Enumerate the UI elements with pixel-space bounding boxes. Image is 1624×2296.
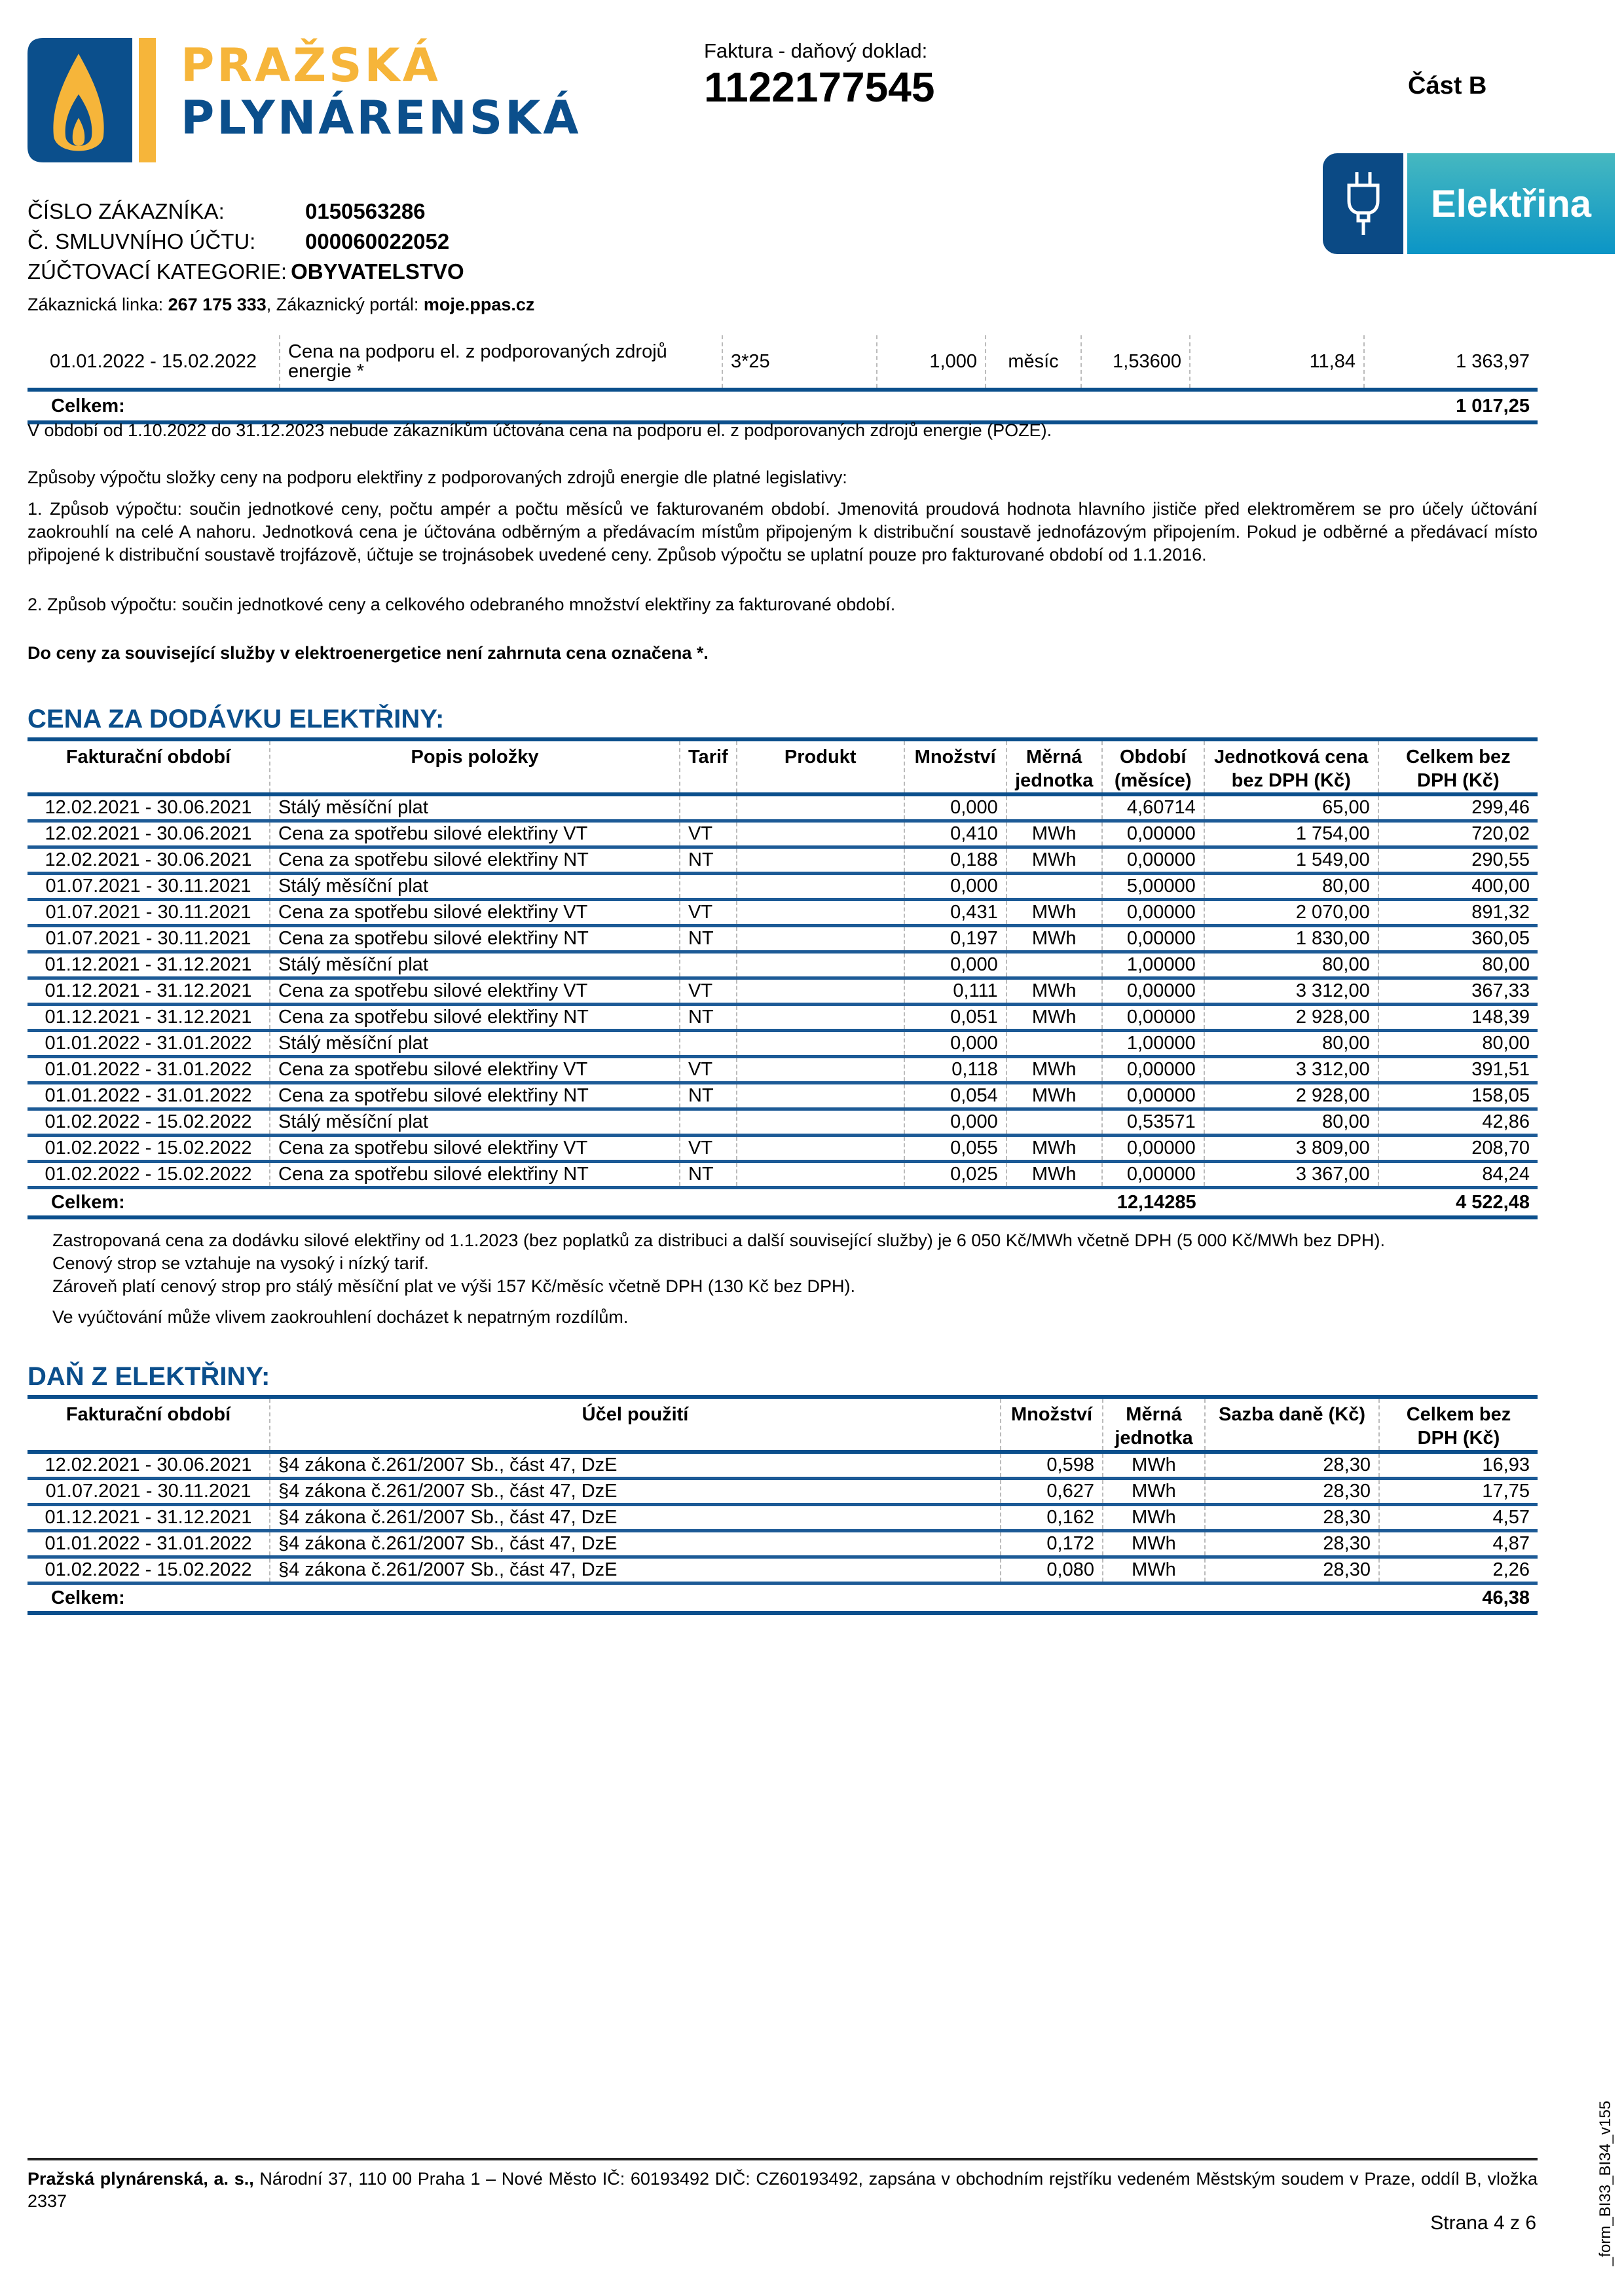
description: Cena na podporu el. z podporovaných zdrojů energie *: [280, 335, 722, 390]
table-cell: 28,30: [1205, 1479, 1379, 1505]
col-product: Produkt: [737, 739, 904, 794]
table-row: [28, 1531, 1538, 1557]
table-row: [28, 1162, 1538, 1188]
table-cell: §4 zákona č.261/2007 Sb., část 47, DzE: [270, 1479, 1001, 1505]
poze-table: [28, 335, 1538, 424]
table-cell: MWh: [1006, 1136, 1102, 1162]
customer-number-label: ČÍSLO ZÁKAZNÍKA:: [28, 199, 225, 223]
table-cell: 0,00000: [1102, 1083, 1204, 1109]
table-cell: 28,30: [1205, 1531, 1379, 1557]
table-cell: 299,46: [1378, 794, 1538, 821]
col-period: Fakturační období: [28, 739, 270, 794]
table-row: [28, 1083, 1538, 1109]
col-quantity: Množství: [904, 739, 1006, 794]
table-cell: 3 809,00: [1204, 1136, 1378, 1162]
table-cell: 01.01.2022 - 31.01.2022: [28, 1531, 270, 1557]
table-cell: MWh: [1006, 900, 1102, 926]
table-cell: Cena za spotřebu silové elektřiny NT: [270, 1162, 680, 1188]
footer-company: Pražská plynárenská, a. s.,: [28, 2169, 254, 2189]
form-id: _form_BI33_BI34_v155: [1596, 2100, 1614, 2266]
table-cell: MWh: [1006, 821, 1102, 847]
table-cell: 0,431: [904, 900, 1006, 926]
portal-link[interactable]: moje.ppas.cz: [423, 295, 535, 314]
table-cell: 0,598: [1001, 1452, 1103, 1479]
supply-notes: [52, 1229, 1385, 1329]
table-cell: 1,00000: [1102, 952, 1204, 978]
table-cell: [737, 1031, 904, 1057]
table-cell: 0,000: [904, 952, 1006, 978]
table-cell: [1006, 1109, 1102, 1136]
table-cell: 0,162: [1001, 1505, 1103, 1531]
table-cell: 0,000: [904, 794, 1006, 821]
table-cell: [737, 1057, 904, 1083]
commodity-badge: [1323, 153, 1615, 254]
col-total: Celkem bez DPH (Kč): [1379, 1397, 1538, 1452]
footer-company-info: [28, 2168, 1538, 2212]
table-row: [28, 821, 1538, 847]
page-number: Strana 4 z 6: [1430, 2212, 1536, 2234]
table-cell: 360,05: [1378, 926, 1538, 952]
table-cell: 01.07.2021 - 30.11.2021: [28, 900, 270, 926]
table-cell: [1006, 874, 1102, 900]
table-cell: 1 754,00: [1204, 821, 1378, 847]
table-cell: 0,051: [904, 1005, 1006, 1031]
table-cell: 0,000: [904, 874, 1006, 900]
table-cell: 0,00000: [1102, 1136, 1204, 1162]
table-cell: 42,86: [1378, 1109, 1538, 1136]
invoice-label: Faktura - daňový doklad:: [704, 39, 928, 62]
table-cell: 2,26: [1379, 1557, 1538, 1583]
table-cell: MWh: [1103, 1452, 1205, 1479]
hotline-number[interactable]: 267 175 333: [168, 295, 267, 314]
table-row: [28, 1109, 1538, 1136]
table-cell: 01.02.2022 - 15.02.2022: [28, 1162, 270, 1188]
table-row: [28, 978, 1538, 1005]
table-row: [28, 952, 1538, 978]
table-cell: NT: [680, 847, 737, 874]
col-unit: Měrná jednotka: [1006, 739, 1102, 794]
document-part: Část B: [1408, 72, 1487, 100]
table-cell: MWh: [1103, 1479, 1205, 1505]
table-cell: [737, 926, 904, 952]
table-cell: MWh: [1006, 847, 1102, 874]
table-cell: 367,33: [1378, 978, 1538, 1005]
table-cell: 01.01.2022 - 31.01.2022: [28, 1083, 270, 1109]
unit: měsíc: [986, 335, 1081, 390]
table-cell: 0,000: [904, 1031, 1006, 1057]
unit-price: 11,84: [1190, 335, 1364, 390]
table-cell: 4,57: [1379, 1505, 1538, 1531]
table-cell: Cena za spotřebu silové elektřiny NT: [270, 1083, 680, 1109]
table-cell: Stálý měsíční plat: [270, 874, 680, 900]
total-value: 1 017,25: [1364, 390, 1538, 422]
table-cell: 28,30: [1205, 1452, 1379, 1479]
table-cell: MWh: [1103, 1505, 1205, 1531]
table-cell: NT: [680, 1083, 737, 1109]
table-row: [28, 900, 1538, 926]
supply-header-row: [28, 739, 1538, 794]
billing-category-label: ZÚČTOVACÍ KATEGORIE:: [28, 259, 287, 284]
table-cell: 290,55: [1378, 847, 1538, 874]
table-cell: 0,118: [904, 1057, 1006, 1083]
supply-rows: [28, 794, 1538, 1188]
table-cell: 01.01.2022 - 31.01.2022: [28, 1057, 270, 1083]
table-cell: 0,00000: [1102, 1057, 1204, 1083]
table-cell: 01.02.2022 - 15.02.2022: [28, 1557, 270, 1583]
table-cell: 0,00000: [1102, 847, 1204, 874]
table-cell: 80,00: [1378, 952, 1538, 978]
table-cell: Cena za spotřebu silové elektřiny VT: [270, 1136, 680, 1162]
table-cell: 0,627: [1001, 1479, 1103, 1505]
table-cell: §4 zákona č.261/2007 Sb., část 47, DzE: [270, 1531, 1001, 1557]
row-total: 1 363,97: [1456, 350, 1530, 372]
table-cell: Cena za spotřebu silové elektřiny NT: [270, 926, 680, 952]
table-cell: VT: [680, 1057, 737, 1083]
logo-line-1: PRAŽSKÁ: [181, 39, 441, 92]
table-cell: 12.02.2021 - 30.06.2021: [28, 847, 270, 874]
hotline-label: Zákaznická linka:: [28, 295, 168, 314]
table-cell: [1006, 1031, 1102, 1057]
table-cell: 0,054: [904, 1083, 1006, 1109]
table-cell: 0,080: [1001, 1557, 1103, 1583]
table-cell: Cena za spotřebu silové elektřiny VT: [270, 978, 680, 1005]
col-unit-price: Jednotková cena bez DPH (Kč): [1204, 739, 1378, 794]
table-cell: 12.02.2021 - 30.06.2021: [28, 821, 270, 847]
commodity-label: Elektřina: [1407, 153, 1615, 254]
table-cell: §4 zákona č.261/2007 Sb., část 47, DzE: [270, 1557, 1001, 1583]
table-cell: 0,197: [904, 926, 1006, 952]
table-cell: 0,53571: [1102, 1109, 1204, 1136]
table-cell: 2 070,00: [1204, 900, 1378, 926]
table-cell: [737, 1083, 904, 1109]
table-cell: Cena za spotřebu silové elektřiny VT: [270, 900, 680, 926]
table-cell: 0,00000: [1102, 821, 1204, 847]
table-cell: §4 zákona č.261/2007 Sb., část 47, DzE: [270, 1505, 1001, 1531]
table-cell: 65,00: [1204, 794, 1378, 821]
table-cell: Cena za spotřebu silové elektřiny VT: [270, 821, 680, 847]
col-total: Celkem bez DPH (Kč): [1378, 739, 1538, 794]
table-cell: Stálý měsíční plat: [270, 1109, 680, 1136]
table-cell: 01.12.2021 - 31.12.2021: [28, 1005, 270, 1031]
table-cell: 0,00000: [1102, 978, 1204, 1005]
table-cell: 5,00000: [1102, 874, 1204, 900]
col-unit: Měrná jednotka: [1103, 1397, 1205, 1452]
total-label: Celkem:: [28, 1188, 1102, 1218]
total-row: [28, 1583, 1538, 1614]
tax-table: [28, 1395, 1538, 1615]
table-cell: 0,000: [904, 1109, 1006, 1136]
table-cell: 0,111: [904, 978, 1006, 1005]
table-row: [28, 794, 1538, 821]
table-cell: VT: [680, 821, 737, 847]
table-cell: 80,00: [1204, 1109, 1378, 1136]
months: 1,53600: [1081, 335, 1190, 390]
table-cell: [680, 952, 737, 978]
supply-section-title: CENA ZA DODÁVKU ELEKTŘINY:: [28, 705, 445, 733]
table-row: [28, 874, 1538, 900]
table-cell: NT: [680, 1162, 737, 1188]
table-cell: [737, 1005, 904, 1031]
table-cell: [737, 847, 904, 874]
table-cell: 28,30: [1205, 1557, 1379, 1583]
table-cell: Stálý měsíční plat: [270, 794, 680, 821]
col-quantity: Množství: [1001, 1397, 1103, 1452]
table-row: [28, 847, 1538, 874]
table-cell: §4 zákona č.261/2007 Sb., část 47, DzE: [270, 1452, 1001, 1479]
table-cell: MWh: [1006, 1083, 1102, 1109]
logo-line-2: PLYNÁRENSKÁ: [181, 91, 581, 145]
customer-number: 0150563286: [305, 199, 426, 223]
contract-account-label: Č. SMLUVNÍHO ÚČTU:: [28, 229, 256, 253]
table-row: [28, 1136, 1538, 1162]
table-cell: [737, 794, 904, 821]
total-value: 46,38: [1379, 1583, 1538, 1614]
table-row: [28, 1505, 1538, 1531]
tax-header-row: [28, 1397, 1538, 1452]
table-cell: [680, 874, 737, 900]
table-cell: 12.02.2021 - 30.06.2021: [28, 794, 270, 821]
table-cell: Cena za spotřebu silové elektřiny VT: [270, 1057, 680, 1083]
table-row: [28, 1557, 1538, 1583]
table-cell: VT: [680, 1136, 737, 1162]
table-row: [28, 1452, 1538, 1479]
flame-icon: [28, 38, 161, 162]
table-cell: 1 830,00: [1204, 926, 1378, 952]
quantity: 1,000: [877, 335, 986, 390]
table-cell: Stálý měsíční plat: [270, 1031, 680, 1057]
table-cell: VT: [680, 900, 737, 926]
table-cell: 2 928,00: [1204, 1083, 1378, 1109]
total-value: 4 522,48: [1378, 1188, 1538, 1218]
table-row: [28, 926, 1538, 952]
table-cell: 01.01.2022 - 31.01.2022: [28, 1031, 270, 1057]
table-cell: MWh: [1103, 1557, 1205, 1583]
table-cell: [680, 794, 737, 821]
table-cell: 12.02.2021 - 30.06.2021: [28, 1452, 270, 1479]
table-cell: 01.02.2022 - 15.02.2022: [28, 1136, 270, 1162]
table-row: [28, 1057, 1538, 1083]
table-cell: 84,24: [1378, 1162, 1538, 1188]
table-cell: 0,025: [904, 1162, 1006, 1188]
table-cell: 3 367,00: [1204, 1162, 1378, 1188]
table-cell: [737, 874, 904, 900]
table-row: [28, 1031, 1538, 1057]
col-tariff: Tarif: [680, 739, 737, 794]
rounding-note: Ve vyúčtování může vlivem zaokrouhlení docházet k nepatrným rozdílům.: [52, 1307, 629, 1327]
contact-line: [28, 295, 534, 315]
table-cell: [737, 978, 904, 1005]
col-purpose: Účel použití: [270, 1397, 1001, 1452]
table-cell: 01.12.2021 - 31.12.2021: [28, 1505, 270, 1531]
total-label: Celkem:: [28, 390, 1364, 422]
col-description: Popis položky: [270, 739, 680, 794]
period: 01.01.2022 - 15.02.2022: [28, 335, 280, 390]
monthly-cap-note: Zároveň platí cenový strop pro stálý měsíční plat ve výši 157 Kč/měsíc včetně DPH (130 Kč bez DPH).: [52, 1276, 855, 1296]
col-months: Období (měsíce): [1102, 739, 1204, 794]
table-cell: [680, 1031, 737, 1057]
col-period: Fakturační období: [28, 1397, 270, 1452]
table-cell: MWh: [1006, 1162, 1102, 1188]
table-cell: 01.07.2021 - 30.11.2021: [28, 1479, 270, 1505]
tariff-note: Cenový strop se vztahuje na vysoký i nízký tarif.: [52, 1253, 429, 1273]
table-cell: [680, 1109, 737, 1136]
table-cell: MWh: [1006, 1057, 1102, 1083]
table-cell: [737, 1136, 904, 1162]
tax-section-title: DAŇ Z ELEKTŘINY:: [28, 1362, 270, 1391]
table-cell: [737, 1162, 904, 1188]
table-cell: 01.07.2021 - 30.11.2021: [28, 926, 270, 952]
table-cell: 17,75: [1379, 1479, 1538, 1505]
table-cell: [1006, 952, 1102, 978]
table-row: [28, 1005, 1538, 1031]
billing-category: OBYVATELSTVO: [291, 259, 464, 284]
table-cell: [737, 1109, 904, 1136]
table-cell: VT: [680, 978, 737, 1005]
table-row: [28, 335, 1538, 390]
footer-divider: [28, 2158, 1538, 2160]
table-cell: 0,188: [904, 847, 1006, 874]
table-cell: 01.07.2021 - 30.11.2021: [28, 874, 270, 900]
table-cell: 2 928,00: [1204, 1005, 1378, 1031]
method-1: 1. Způsob výpočtu: součin jednotkové ceny, počtu ampér a počtu měsíců ve fakturovaném období. Jmenovitá proudová hodnota hlavního jističe před elektroměrem se pro účely účtování zaokrouhlí na celé A nahoru. Jednotková cena je účtována odběrným a předávacím místům připojeným k distribuční soustavě jednofázovým připojením. Pokud je odběrné a předávací místo připojené k distribuční soustavě trojfázově, účtuje se trojnásobek uvedené ceny. Způsob výpočtu se uplatní pouze pro fakturované období od 1.1.2016.: [28, 499, 1538, 565]
table-cell: 0,00000: [1102, 1005, 1204, 1031]
table-cell: 16,93: [1379, 1452, 1538, 1479]
table-cell: 0,055: [904, 1136, 1006, 1162]
table-cell: 0,00000: [1102, 926, 1204, 952]
price-cap-note: Zastropovaná cena za dodávku silové elektřiny od 1.1.2023 (bez poplatků za distribuci a další související služby) je 6 050 Kč/MWh včetně DPH (5 000 Kč/MWh bez DPH).: [52, 1231, 1385, 1250]
table-cell: 400,00: [1378, 874, 1538, 900]
table-cell: 01.12.2021 - 31.12.2021: [28, 978, 270, 1005]
plug-icon: [1323, 153, 1403, 254]
table-cell: 3 312,00: [1204, 1057, 1378, 1083]
table-cell: [737, 900, 904, 926]
table-cell: NT: [680, 1005, 737, 1031]
total-row: [28, 390, 1538, 422]
table-cell: [737, 952, 904, 978]
table-cell: 0,410: [904, 821, 1006, 847]
table-cell: [1006, 794, 1102, 821]
total-months: 12,14285: [1102, 1188, 1204, 1218]
table-cell: Stálý měsíční plat: [270, 952, 680, 978]
poze-note: V období od 1.10.2022 do 31.12.2023 nebude zákazníkům účtována cena na podporu el. z podporovaných zdrojů energie (POZE).: [28, 420, 1052, 440]
footer-address: Národní 37, 110 00 Praha 1 – Nové Město IČ: 60193492 DIČ: CZ60193492, zapsána v obchodním rejstříku vedeném Městským soudem v Praze, oddíl B, vložka 2337: [28, 2169, 1538, 2211]
table-cell: MWh: [1006, 926, 1102, 952]
table-cell: 80,00: [1204, 874, 1378, 900]
tax-rows: [28, 1452, 1538, 1583]
table-cell: MWh: [1006, 978, 1102, 1005]
table-cell: 1,00000: [1102, 1031, 1204, 1057]
table-cell: 0,00000: [1102, 1162, 1204, 1188]
table-cell: 391,51: [1378, 1057, 1538, 1083]
table-cell: 0,172: [1001, 1531, 1103, 1557]
col-tax-rate: Sazba daně (Kč): [1205, 1397, 1379, 1452]
asterisk-note: Do ceny za související služby v elektroenergetice není zahrnuta cena označena *.: [28, 643, 709, 663]
table-cell: [737, 821, 904, 847]
table-cell: 158,05: [1378, 1083, 1538, 1109]
table-cell: 28,30: [1205, 1505, 1379, 1531]
table-cell: 891,32: [1378, 900, 1538, 926]
table-cell: MWh: [1006, 1005, 1102, 1031]
table-cell: Cena za spotřebu silové elektřiny NT: [270, 1005, 680, 1031]
table-cell: 1 549,00: [1204, 847, 1378, 874]
breaker: 3*25: [722, 335, 877, 390]
portal-label: , Zákaznický portál:: [266, 295, 424, 314]
table-cell: 01.02.2022 - 15.02.2022: [28, 1109, 270, 1136]
total-label: Celkem:: [28, 1583, 1379, 1614]
table-cell: NT: [680, 926, 737, 952]
table-cell: 3 312,00: [1204, 978, 1378, 1005]
table-row: [28, 1479, 1538, 1505]
company-logo-text: [181, 39, 581, 144]
customer-info: [28, 196, 464, 287]
contract-account: 000060022052: [305, 229, 450, 253]
supply-table: [28, 737, 1538, 1219]
table-cell: 80,00: [1378, 1031, 1538, 1057]
methods-intro: Způsoby výpočtu složky ceny na podporu elektřiny z podporovaných zdrojů energie dle platné legislativy:: [28, 468, 847, 487]
table-cell: 148,39: [1378, 1005, 1538, 1031]
method-2: 2. Způsob výpočtu: součin jednotkové ceny a celkového odebraného množství elektřiny za fakturované období.: [28, 595, 896, 614]
table-cell: 0,00000: [1102, 900, 1204, 926]
table-cell: 208,70: [1378, 1136, 1538, 1162]
table-cell: 4,60714: [1102, 794, 1204, 821]
company-logo-mark: [28, 38, 161, 162]
table-cell: 4,87: [1379, 1531, 1538, 1557]
table-cell: 01.12.2021 - 31.12.2021: [28, 952, 270, 978]
table-cell: 80,00: [1204, 952, 1378, 978]
invoice-number: 1122177545: [704, 64, 935, 111]
total-row: [28, 1188, 1538, 1218]
table-cell: 720,02: [1378, 821, 1538, 847]
table-cell: 80,00: [1204, 1031, 1378, 1057]
table-cell: MWh: [1103, 1531, 1205, 1557]
table-cell: Cena za spotřebu silové elektřiny NT: [270, 847, 680, 874]
